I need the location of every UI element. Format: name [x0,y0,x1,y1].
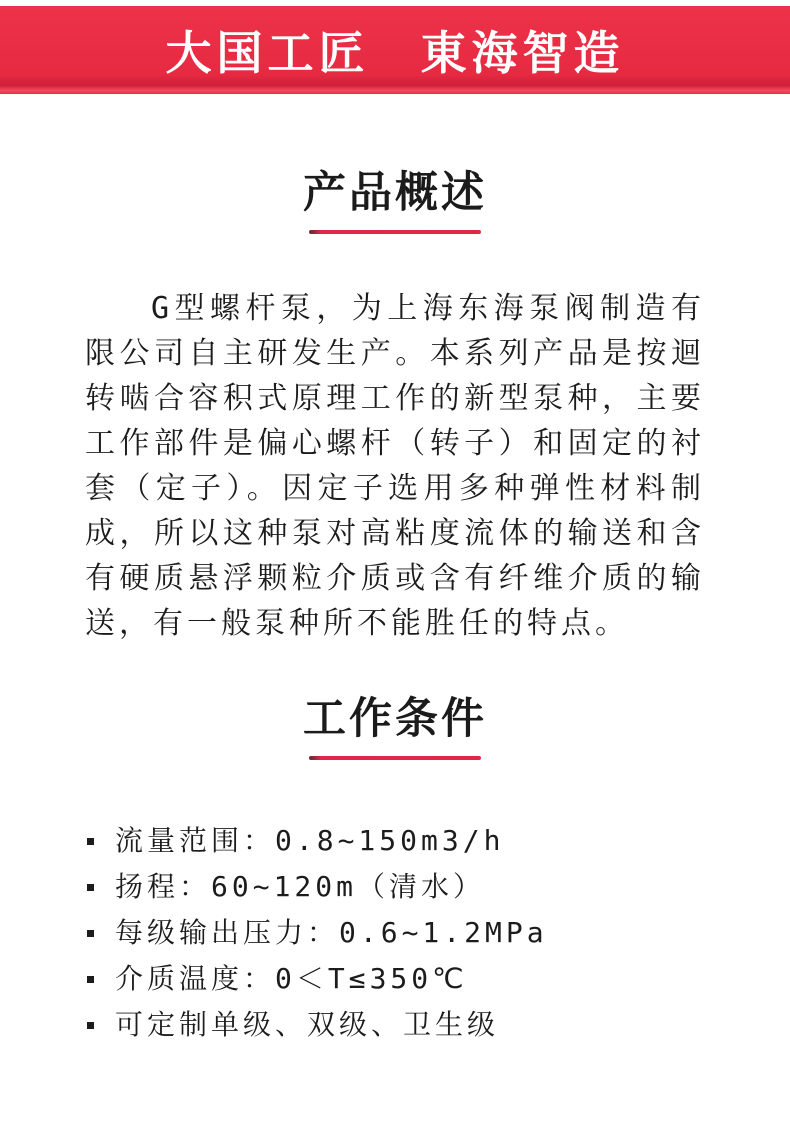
condition-item-label: 介质温度：0＜T≤350℃ [115,962,468,995]
bullet-icon [87,1022,94,1029]
conditions-section-header [0,695,790,760]
bullet-icon [87,976,94,983]
condition-item-flow-range [85,818,730,864]
condition-item-label: 扬程：60~120m（清水） [115,870,486,903]
banner-title: 大国工匠 東海智造 [165,27,625,79]
bullet-icon [87,930,94,937]
overview-heading: 产品概述 [303,169,487,217]
condition-item-head [85,864,730,910]
conditions-list [85,818,730,1048]
condition-item-label: 可定制单级、双级、卫生级 [115,1008,500,1041]
condition-item-customization [85,1002,730,1048]
overview-section-header [0,169,790,234]
condition-item-medium-temperature [85,956,730,1002]
condition-item-stage-pressure [85,910,730,956]
overview-heading-underline [309,230,481,234]
bullet-icon [87,884,94,891]
condition-item-label: 流量范围：0.8~150m3/h [115,824,505,857]
conditions-heading-underline [309,756,481,760]
top-banner [0,6,790,94]
bullet-icon [87,838,94,845]
conditions-heading: 工作条件 [303,695,487,743]
condition-item-label: 每级输出压力：0.6~1.2MPa [115,916,548,949]
overview-paragraph: G型螺杆泵，为上海东海泵阀制造有限公司自主研发生产。本系列产品是按迴转啮合容积式原理工作的新型泵种，主要工作部件是偏心螺杆（转子）和固定的衬套（定子）。因定子选用多种弹性材料制成，所以这种泵对高粘度流体的输送和含有硬质悬浮颗粒介质或含有纤维介质的输送，有一般泵种所不能胜任的特点。 [85,291,705,641]
